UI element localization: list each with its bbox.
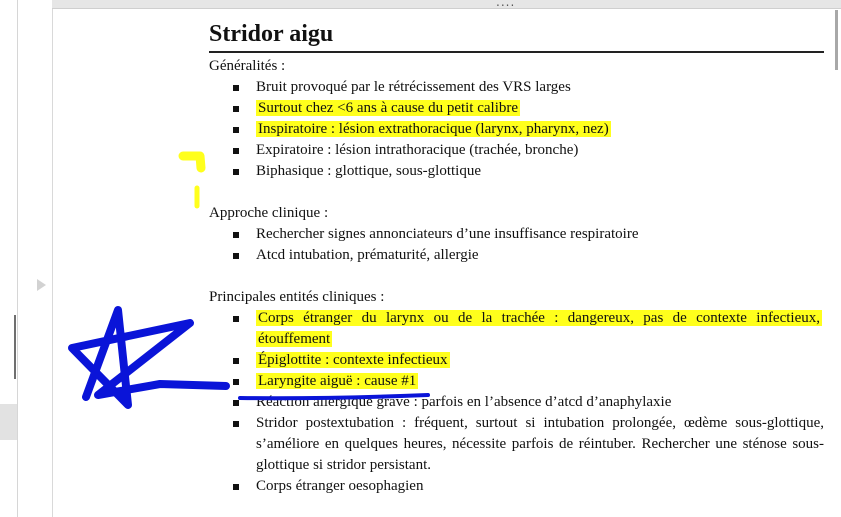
list-item [209, 476, 824, 497]
list-item-text: Stridor postextubation : fréquent, surtout si intubation prolongée, œdème sous-glottique, s’améliore en quelques heures, nécessite parfois de réintuber. Rechercher une sténose sous-glottique si stridor persistant. [256, 415, 824, 473]
list-item-text: Réaction allergique grave : parfois en l’absence d’atcd d’anaphylaxie [256, 394, 672, 410]
list-item-text: Expiratoire : lésion intrathoracique (trachée, bronche) [256, 142, 579, 158]
list-item [209, 371, 824, 392]
list-item [209, 308, 824, 350]
section-label-approche: Approche clinique : [209, 205, 329, 221]
list-item [209, 413, 824, 476]
left-gutter [0, 0, 53, 517]
rail-selected-block[interactable] [0, 404, 17, 440]
list-item [209, 161, 824, 182]
rail-scroll-indicator[interactable] [14, 315, 16, 379]
list-item [209, 77, 824, 98]
bullet-list-generalites [209, 77, 824, 182]
list-item [209, 392, 824, 413]
drag-handle-icon[interactable]: .... [496, 0, 516, 9]
list-item [209, 119, 824, 140]
list-item [209, 245, 824, 266]
document-page [209, 18, 824, 497]
list-item [209, 98, 824, 119]
highlighted-text: Épiglottite : contexte infectieux [258, 352, 448, 368]
list-item-text: Atcd intubation, prématurité, allergie [256, 247, 479, 263]
highlighted-text: Laryngite aiguë : cause #1 [258, 373, 417, 389]
list-item [209, 140, 824, 161]
top-drag-bar[interactable] [52, 0, 841, 9]
list-item-text: Bruit provoqué par le rétrécissement des VRS larges [256, 79, 571, 95]
document-title: Stridor aigu [209, 18, 824, 53]
list-item [209, 224, 824, 245]
highlighted-text: Corps étranger du larynx ou de la trachée : dangereux, pas de contexte infectieux, étouffement [258, 310, 820, 347]
bullet-list-entites [209, 308, 824, 497]
list-item [209, 350, 824, 371]
left-rail [0, 0, 18, 517]
spacer [209, 182, 824, 203]
spacer [209, 266, 824, 287]
highlighted-text: Surtout chez <6 ans à cause du petit calibre [258, 100, 519, 116]
list-item-text: Biphasique : glottique, sous-glottique [256, 163, 481, 179]
section-label-generalites: Généralités : [209, 58, 286, 74]
section-label-entites: Principales entités cliniques : [209, 289, 385, 305]
list-item-text: Corps étranger oesophagien [256, 478, 424, 494]
bullet-list-approche [209, 224, 824, 266]
list-item-text: Rechercher signes annonciateurs d’une insuffisance respiratoire [256, 226, 639, 242]
arrow-marker-icon[interactable] [37, 279, 46, 291]
hand-drawn-star-icon [72, 310, 226, 405]
highlighted-text: Inspiratoire : lésion extrathoracique (larynx, pharynx, nez) [258, 121, 609, 137]
vertical-scrollbar[interactable] [835, 10, 838, 70]
yellow-bracket-stroke [183, 156, 201, 168]
